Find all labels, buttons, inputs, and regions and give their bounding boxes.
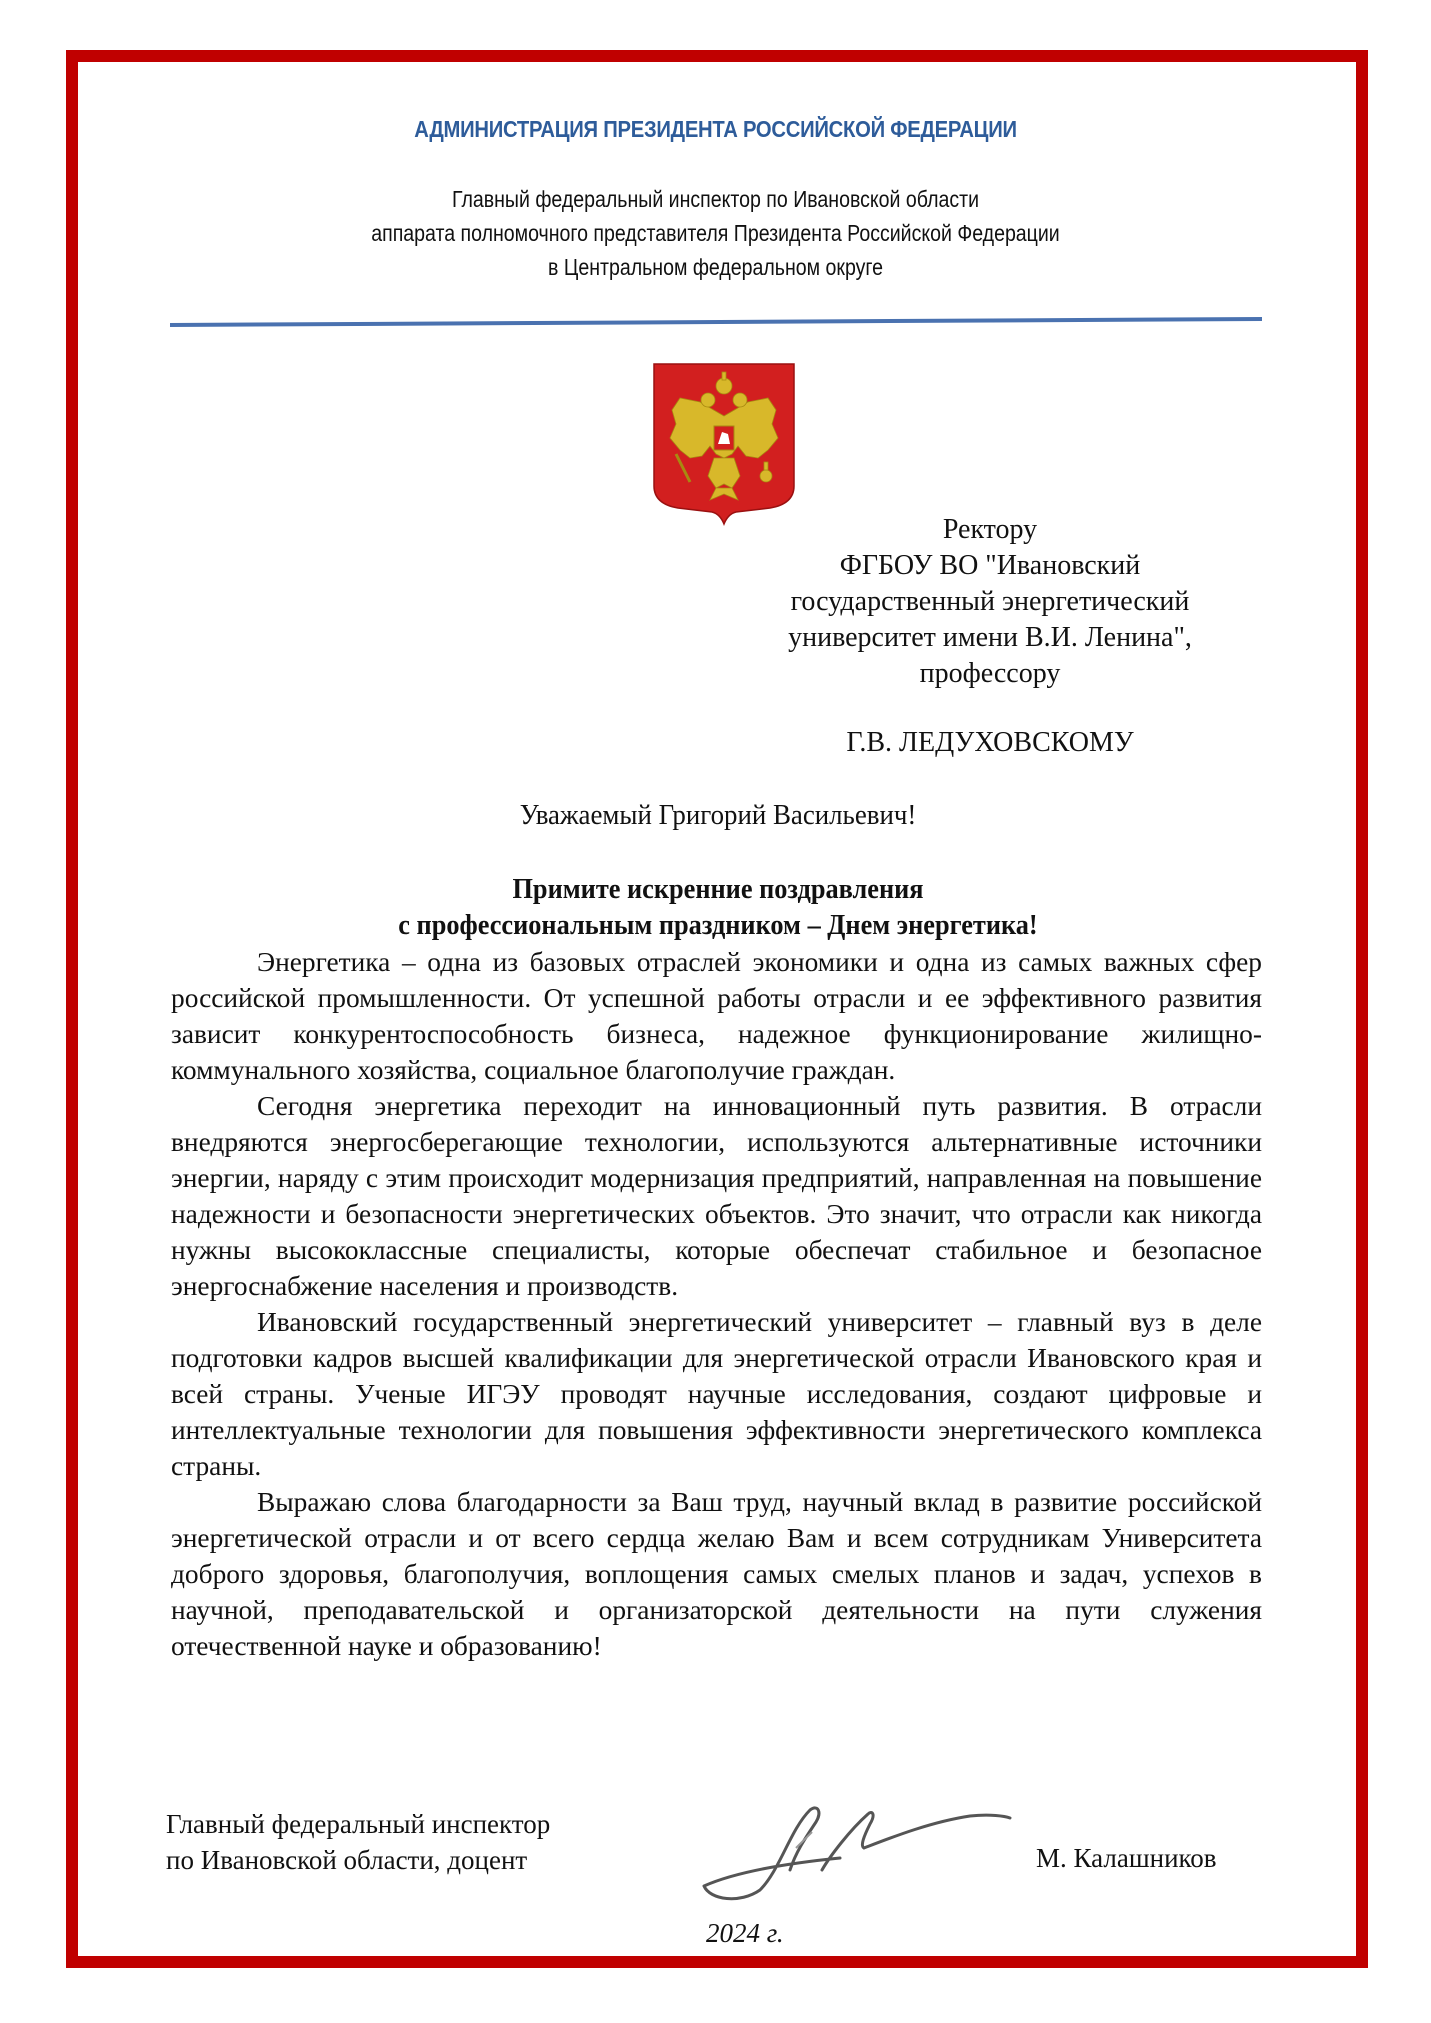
greeting: Уважаемый Григорий Васильевич! xyxy=(519,800,917,831)
signatory-position-line-1: Главный федеральный инспектор xyxy=(166,1809,551,1839)
recipient-line-2: ФГБОУ ВО "Ивановский xyxy=(839,550,1141,581)
header-subtitle-line-1: Главный федеральный инспектор по Ивановской области xyxy=(451,186,980,212)
body-paragraph-3: Ивановский государственный энергетический университет – главный вуз в деле подготовки кадров высшей квалификации для энергетической отрасли Ивановского края и всей страны. Ученые ИГЭУ проводят научные исследования, создают цифровые и интеллектуальные технологии для повышения эффективности энергетического комплекса страны. xyxy=(171,1307,1262,1481)
body-paragraph-2: Сегодня энергетика переходит на инновационный путь развития. В отрасли внедряются энергосберегающие технологии, используются альтернативные источники энергии, наряду с этим происходит модернизация предприятий, направленная на повышение надежности и безопасности энергетических объектов. Это значит, что отрасли как никогда нужны высококлассные специалисты, которые обеспечат стабильное и безопасное энергоснабжение населения и производств. xyxy=(171,1091,1262,1301)
body-paragraph-1: Энергетика – одна из базовых отраслей экономики и одна из самых важных сфер российской промышленности. От успешной работы отрасли и ее эффективного развития зависит конкурентоспособность бизнеса, надежное функционирование жилищно-коммунального хозяйства, социальное благополучие граждан. xyxy=(171,947,1262,1085)
heading-line-2: с профессиональным праздником – Днем энергетика! xyxy=(398,910,1038,941)
header-title: АДМИНИСТРАЦИЯ ПРЕЗИДЕНТА РОССИЙСКОЙ ФЕДЕРАЦИИ xyxy=(414,116,1017,142)
recipient-line-3: государственный энергетический xyxy=(790,586,1190,617)
body-paragraph-4: Выражаю слова благодарности за Ваш труд, научный вклад в развитие российской энергетической отрасли и от всего сердца желаю Вам и всем сотрудникам Университета доброго здоровья, благополучия, воплощения самых смелых планов и задач, успехов в научной, преподавательской и организаторской деятельности на пути служения отечественной науке и образованию! xyxy=(171,1487,1262,1661)
letter-year: 2024 г. xyxy=(706,1918,784,1948)
recipient-line-1: Ректору xyxy=(942,514,1038,545)
header-subtitle-line-2: аппарата полномочного представителя Президента Российской Федерации xyxy=(371,220,1060,246)
recipient-line-5: профессору xyxy=(919,658,1061,689)
header-divider xyxy=(170,312,1262,328)
signer-name: М. Калашников xyxy=(1036,1843,1217,1873)
russian-coat-of-arms-icon xyxy=(650,358,798,526)
handwritten-signature-icon xyxy=(700,1800,1030,1910)
header-subtitle-line-3: в Центральном федеральном округе xyxy=(548,254,883,280)
heading-line-1: Примите искренние поздравления xyxy=(512,874,924,905)
signatory-position-line-2: по Ивановской области, доцент xyxy=(166,1845,528,1875)
letter-body xyxy=(171,944,1262,1664)
recipient-name: Г.В. ЛЕДУХОВСКОМУ xyxy=(846,727,1134,758)
congratulation-heading xyxy=(231,872,1205,944)
recipient-block xyxy=(740,512,1240,692)
recipient-line-4: университет имени В.И. Ленина", xyxy=(788,622,1192,653)
signatory-position xyxy=(166,1806,550,1878)
